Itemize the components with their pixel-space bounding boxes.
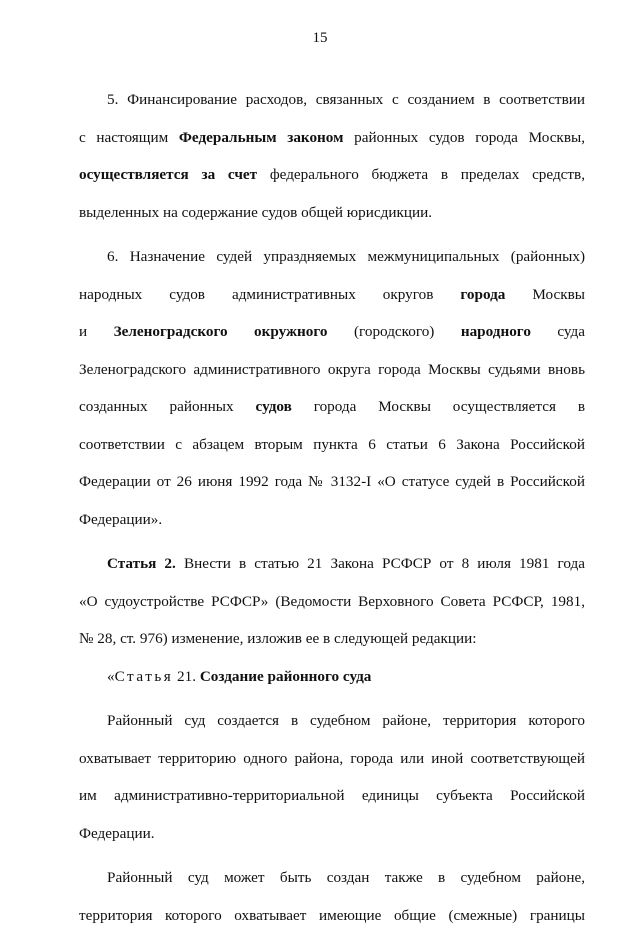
text-line bbox=[79, 313, 585, 351]
text-line: Районный суд создается в судебном районе, территория которого bbox=[79, 702, 585, 740]
paragraph-gap bbox=[79, 852, 585, 859]
text-line: Федерации от 26 июня 1992 года № 3132-I «О статусе судей в Российской bbox=[79, 463, 585, 501]
text-run: и bbox=[79, 323, 87, 340]
text-line bbox=[79, 276, 585, 314]
page-number: 15 bbox=[0, 30, 640, 47]
bold-text: Федеральным законом bbox=[179, 129, 344, 146]
text-line: им административно-территориальной единицы субъекта Российской bbox=[79, 777, 585, 815]
text-run: (городского) bbox=[354, 323, 434, 340]
text-line: Зеленоградского административного округа города Москвы судьями вновь bbox=[79, 351, 585, 389]
text-run: районных судов города Москвы, bbox=[354, 129, 585, 146]
text-line: Федерации». bbox=[79, 501, 585, 539]
text-run: созданных районных bbox=[79, 398, 234, 415]
text-line: 6. Назначение судей упраздняемых межмуниципальных (районных) bbox=[79, 238, 585, 276]
text-line: «О судоустройстве РСФСР» (Ведомости Верховного Совета РСФСР, 1981, bbox=[79, 583, 585, 621]
bold-text: судов bbox=[256, 398, 292, 415]
article-label-spaced: Статья bbox=[115, 668, 174, 685]
text-line: 5. Финансирование расходов, связанных с созданием в соответствии bbox=[79, 81, 585, 119]
text-run: народных судов административных округов bbox=[79, 286, 433, 303]
paragraph-gap bbox=[79, 231, 585, 238]
article-21-heading bbox=[79, 658, 585, 696]
text-run: с настоящим bbox=[79, 129, 168, 146]
article-title: Создание районного суда bbox=[200, 668, 372, 685]
bold-text: города bbox=[460, 286, 505, 303]
document-body bbox=[79, 81, 585, 934]
text-run: Внести в статью 21 Закона РСФСР от 8 июля 1981 года bbox=[184, 555, 585, 572]
paragraph-gap bbox=[79, 695, 585, 702]
text-run: Москвы bbox=[532, 286, 585, 303]
text-line: территория которого охватывает имеющие общие (смежные) границы bbox=[79, 897, 585, 934]
paragraph-gap bbox=[79, 538, 585, 545]
bold-text: народного bbox=[461, 323, 531, 340]
article-number: 21. bbox=[177, 668, 196, 685]
text-line bbox=[79, 388, 585, 426]
text-run: суда bbox=[557, 323, 585, 340]
text-line bbox=[79, 156, 585, 194]
paragraph-district-court-alt bbox=[79, 859, 585, 934]
bold-text: за счет bbox=[201, 166, 257, 183]
bold-text: осуществляется bbox=[79, 166, 189, 183]
text-line: № 28, ст. 976) изменение, изложив ее в следующей редакции: bbox=[79, 620, 585, 658]
article-2 bbox=[79, 545, 585, 658]
paragraph-5 bbox=[79, 81, 585, 231]
text-line: соответствии с абзацем вторым пункта 6 статьи 6 Закона Российской bbox=[79, 426, 585, 464]
text-line: выделенных на содержание судов общей юрисдикции. bbox=[79, 194, 585, 232]
paragraph-district-court bbox=[79, 702, 585, 852]
article-label: Статья 2. bbox=[107, 555, 176, 572]
text-line bbox=[79, 119, 585, 157]
paragraph-6 bbox=[79, 238, 585, 538]
text-line: Федерации. bbox=[79, 815, 585, 853]
bold-text: Зеленоградского окружного bbox=[114, 323, 328, 340]
text-line: Районный суд может быть создан также в судебном районе, bbox=[79, 859, 585, 897]
text-run: федерального бюджета в пределах средств, bbox=[270, 166, 585, 183]
text-line bbox=[79, 545, 585, 583]
text-run: города Москвы осуществляется в bbox=[314, 398, 585, 415]
text-line: охватывает территорию одного района, города или иной соответствующей bbox=[79, 740, 585, 778]
open-quote: « bbox=[107, 668, 115, 685]
